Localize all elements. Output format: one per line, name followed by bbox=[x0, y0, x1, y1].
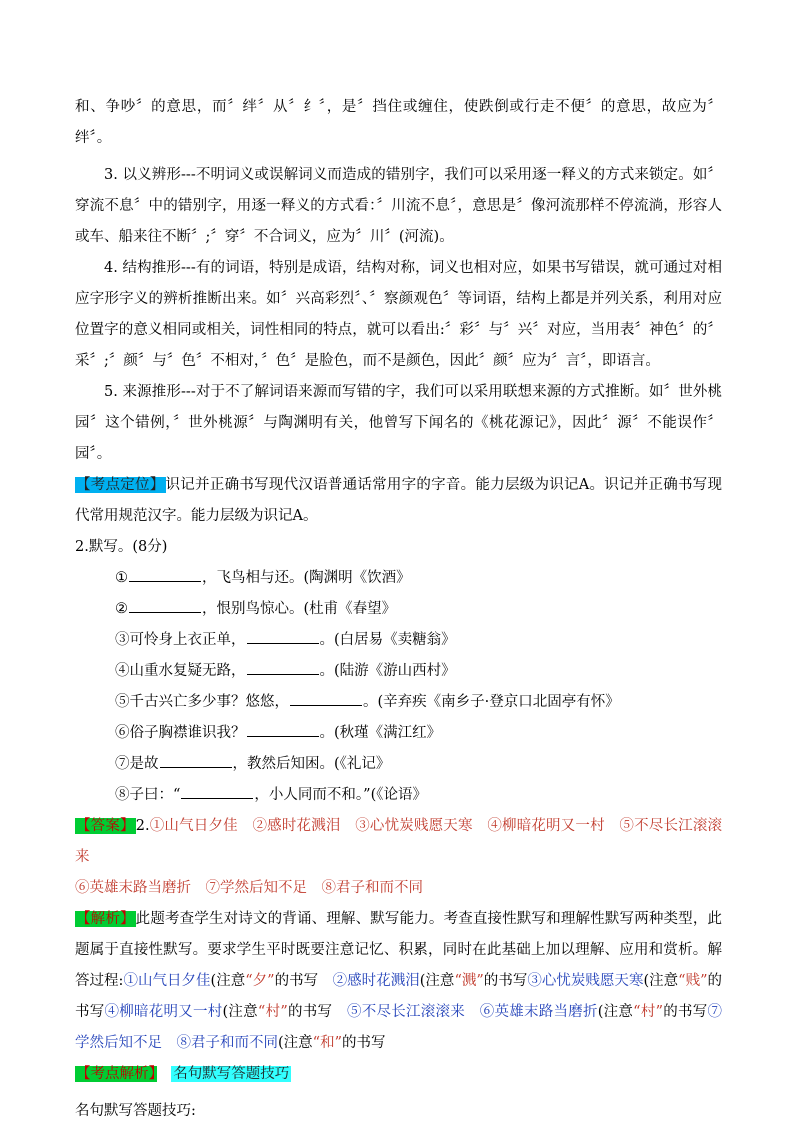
dictation-item: ① ，飞鸟相与还。(陶渊明《饮酒》 bbox=[75, 563, 722, 594]
paragraph-method-4: 4. 结构推形---有的词语，特别是成语，结构对称，词义也相对应，如果书写错误，就可通过对相应字形字义的辨析推断出来。如〞兴高彩烈〞、〞察颜观色〞等词语，结构上都是并列关系，利用对应位置字的意义相同或相关，词性相同的特点，就可以看出:〞彩〞与〞兴〞对应，当用表〞神色〞的〞采〞;〞颜〞与〞色〞不相对，〞色〞是脸色，而不是颜色，因此〞颜〞应为〞言〞，即语言。 bbox=[75, 260, 722, 369]
dictation-item: ⑤千古兴亡多少事？悠悠， 。(辛弃疾《南乡子·登京口北固亭有怀》 bbox=[75, 687, 722, 718]
answer-blank bbox=[181, 782, 253, 799]
dictation-item: ⑦是故 ，教然后知困。(《礼记》 bbox=[75, 749, 722, 780]
analysis-tag: 【解析】 bbox=[76, 911, 135, 927]
dictation-item: ④山重水复疑无路， 。(陆游《游山西村》 bbox=[75, 656, 722, 687]
answer-line-1: ①山气日夕佳 ②感时花溅泪 ③心忧炭贱愿天寒 ④柳暗花明又一村 ⑤不尽长江滚滚来 bbox=[75, 818, 723, 865]
dictation-item: ⑥俗子胸襟谁识我？ 。(秋瑾《满江红》 bbox=[75, 718, 722, 749]
answer-blank bbox=[129, 596, 201, 613]
analysis-intro: 此题考查学生对诗文的背诵、理解、默写能力。考查直接性默写和理解性默写两种类型，此题属于直接性默写。要求学生平时既要注意记忆、积累，同时在此基础上加以理解、应用和赏析。解答过程: bbox=[75, 911, 723, 989]
kaodian-tag: 【考点定位】 bbox=[76, 477, 165, 493]
answer-section bbox=[75, 811, 722, 873]
kaodian-text: 识记并正确书写现代汉语普通话常用字的字音。能力层级为识记A。识记并正确书写现代常用规范汉字。能力层级为识记A。 bbox=[75, 477, 723, 524]
paragraph-method-5: 5. 来源推形---对于不了解词语来源而写错的字，我们可以采用联想来源的方式推断。如〞世外桃园〞这个错例，〞世外桃源〞与陶渊明有关，他曾写下闻名的《桃花源记》，因此〞源〞不能误作〞园〞。 bbox=[75, 384, 722, 462]
analysis-section: 【解析】此题考查学生对诗文的背诵、理解、默写能力。考查直接性默写和理解性默写两种类型，此题属于直接性默写。要求学生平时既要注意记忆、积累，同时在此基础上加以理解、应用和赏析。解答过程:①山气日夕佳(注意“夕”的书写 ②感时花溅泪(注意“溅”的书写③心忧炭贱愿天寒(注意“贱”的书写④柳暗花明又一村(注意“村”的书写 ⑤不尽长江滚滚来 ⑥英雄末路当磨折(注意“村”的书写⑦学然后知不足 ⑧君子和而不同(注意“和”的书写 bbox=[75, 911, 723, 1051]
answer-number: 2. bbox=[135, 818, 150, 834]
answer-tag: 【答案】 bbox=[76, 818, 135, 834]
kaodian-jiexi-title: 名句默写答题技巧 bbox=[173, 1066, 290, 1082]
kaodian-section bbox=[75, 470, 722, 532]
dictation-item: ③可怜身上衣正单， 。(白居易《卖糖翁》 bbox=[75, 625, 722, 656]
answer-line-2: ⑥英雄末路当磨折 ⑦学然后知不足 ⑧君子和而不同 bbox=[75, 880, 423, 896]
paragraph-method-3: 3. 以义辨形---不明词义或误解词义而造成的错别字，我们可以采用逐一释义的方式来锁定。如〞穿流不息〞中的错别字，用逐一释义的方式看：〞川流不息〞，意思是〞像河流那样不停流淌，形容人或车、船来往不断〞;〞穿〞不合词义，应为〞川〞(河流)。 bbox=[75, 167, 722, 245]
question-title: 2.默写。(8分) bbox=[75, 539, 168, 555]
answer-blank bbox=[247, 627, 319, 644]
answer-blank bbox=[290, 689, 362, 706]
dictation-item: ② ，恨别鸟惊心。(杜甫《春望》 bbox=[75, 594, 722, 625]
kaodian-jiexi-section bbox=[75, 1059, 722, 1090]
answer-blank bbox=[160, 751, 232, 768]
dictation-item: ⑧子曰：“ ，小人同而不和。”(《论语》 bbox=[75, 780, 722, 811]
kaodian-jiexi-tag: 【考点解析】 bbox=[76, 1066, 156, 1082]
paragraph-continuation: 和、争吵〞的意思，而〞绊〞从〞纟〞，是〞挡住或缠住，使跌倒或行走不便〞的意思，故应为〞绊〞。 bbox=[75, 99, 722, 146]
answer-blank bbox=[129, 565, 201, 582]
answer-blank bbox=[247, 658, 319, 675]
answer-blank bbox=[247, 720, 319, 737]
closing-heading: 名句默写答题技巧: bbox=[75, 1103, 196, 1119]
